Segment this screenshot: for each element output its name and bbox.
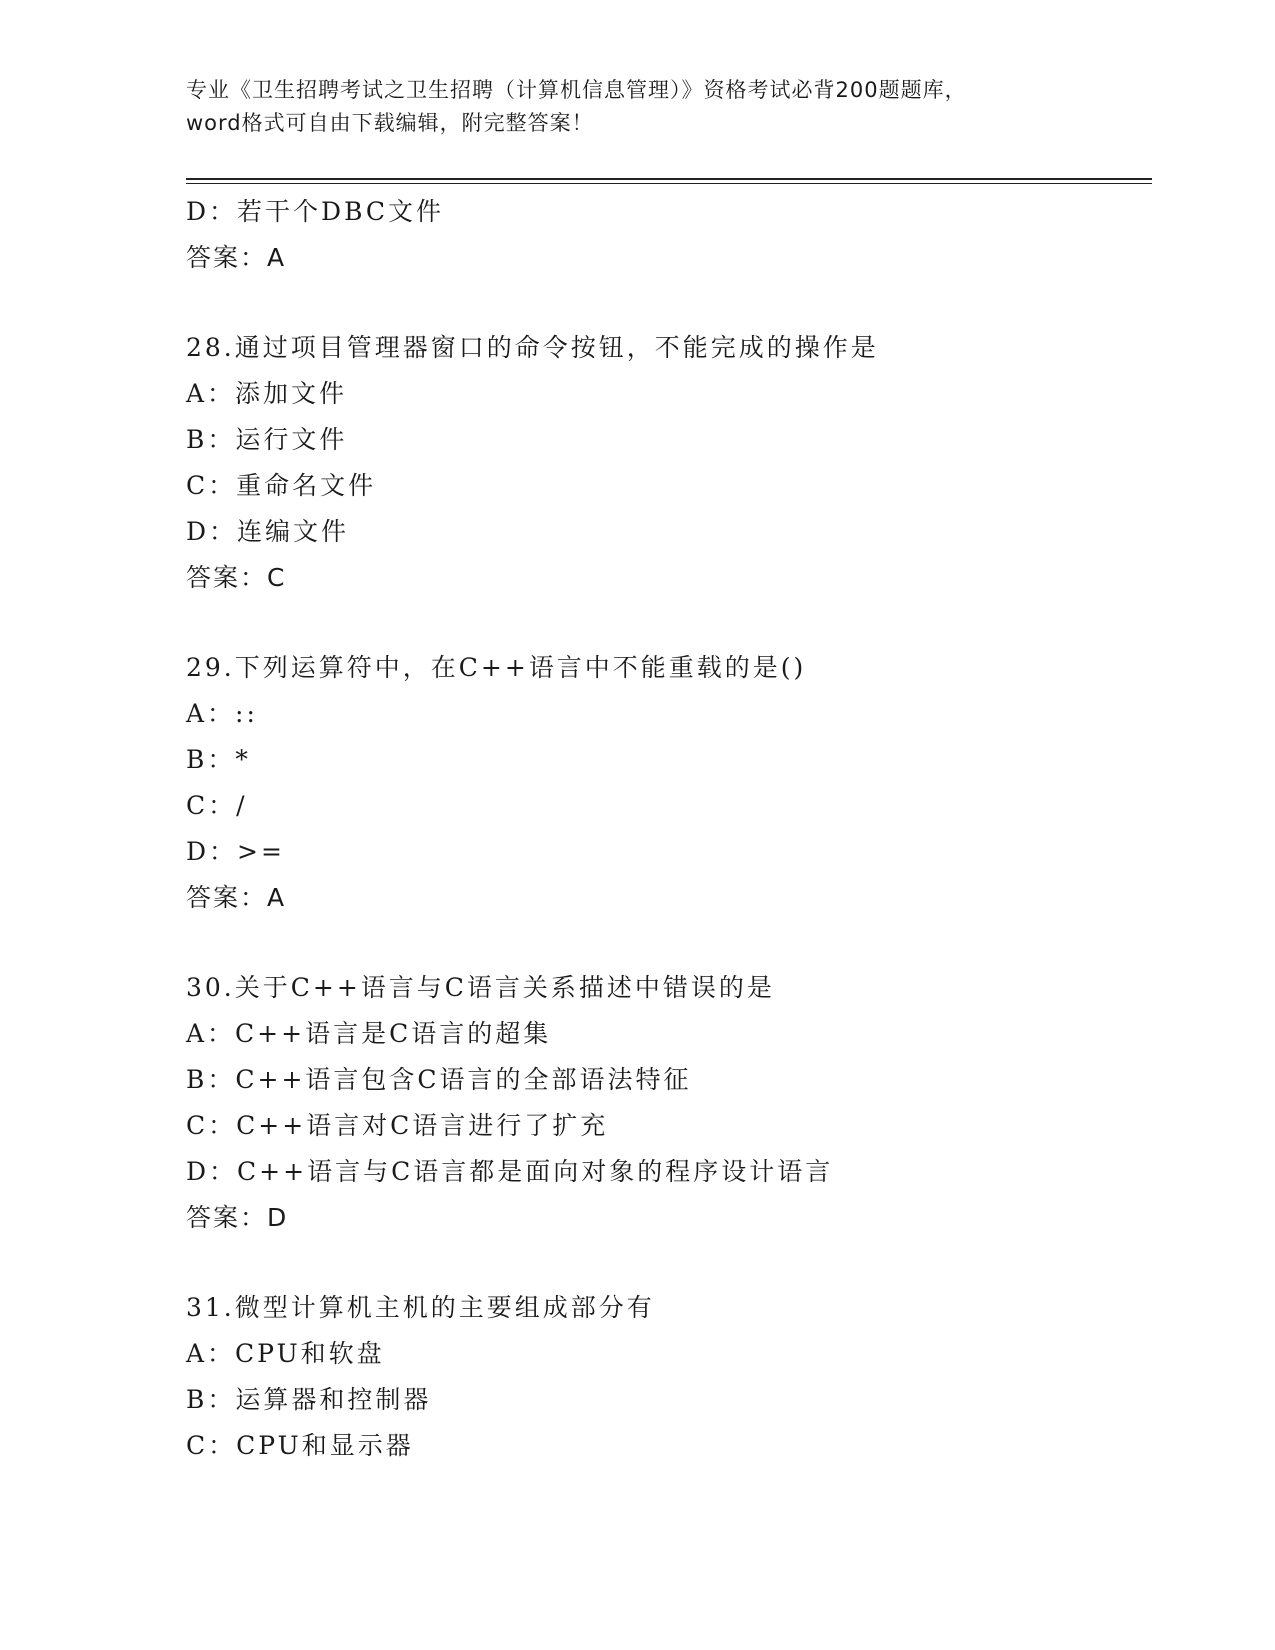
header-divider [186, 178, 1152, 184]
answer-line: 答案：C [186, 563, 287, 592]
question-30 [186, 965, 1152, 1241]
question-28 [186, 325, 1152, 601]
question-31 [186, 1285, 1152, 1469]
question-stem: 28.通过项目管理器窗口的命令按钮，不能完成的操作是 [186, 333, 879, 362]
header-title-line-1: 专业《卫生招聘考试之卫生招聘（计算机信息管理）》资格考试必背200题题库， [186, 78, 967, 102]
option-d: D：>= [186, 837, 285, 866]
option-b: B：C++语言包含C语言的全部语法特征 [186, 1065, 692, 1094]
option-b: B：运算器和控制器 [186, 1385, 432, 1414]
option-c: C：重命名文件 [186, 471, 377, 500]
header-title-line-2: word格式可自由下载编辑，附完整答案！ [186, 111, 594, 135]
option-c: C：C++语言对C语言进行了扩充 [186, 1111, 609, 1140]
option-d: D：C++语言与C语言都是面向对象的程序设计语言 [186, 1157, 834, 1186]
question-spacer [186, 601, 1152, 645]
option-a: A：C++语言是C语言的超集 [186, 1019, 552, 1048]
question-stem: 31.微型计算机主机的主要组成部分有 [186, 1293, 655, 1322]
question-spacer [186, 921, 1152, 965]
document-header [186, 74, 1086, 140]
answer-line: 答案：A [186, 883, 287, 912]
option-c: C：CPU和显示器 [186, 1431, 414, 1460]
option-b: B：运行文件 [186, 425, 348, 454]
option-d: D：若干个DBC文件 [186, 197, 445, 226]
option-b: B：* [186, 745, 251, 774]
question-29 [186, 645, 1152, 921]
option-d: D：连编文件 [186, 517, 350, 546]
option-a: A：:: [186, 699, 258, 728]
question-spacer [186, 281, 1152, 325]
question-list [186, 189, 1152, 1469]
question-stem: 30.关于C++语言与C语言关系描述中错误的是 [186, 973, 775, 1002]
question-spacer [186, 1241, 1152, 1285]
answer-line: 答案：D [186, 1203, 289, 1232]
option-c: C：/ [186, 791, 248, 820]
question-fragment [186, 189, 1152, 281]
option-a: A：添加文件 [186, 379, 348, 408]
question-stem: 29.下列运算符中，在C++语言中不能重载的是() [186, 653, 807, 682]
answer-line: 答案：A [186, 243, 287, 272]
option-a: A：CPU和软盘 [186, 1339, 385, 1368]
